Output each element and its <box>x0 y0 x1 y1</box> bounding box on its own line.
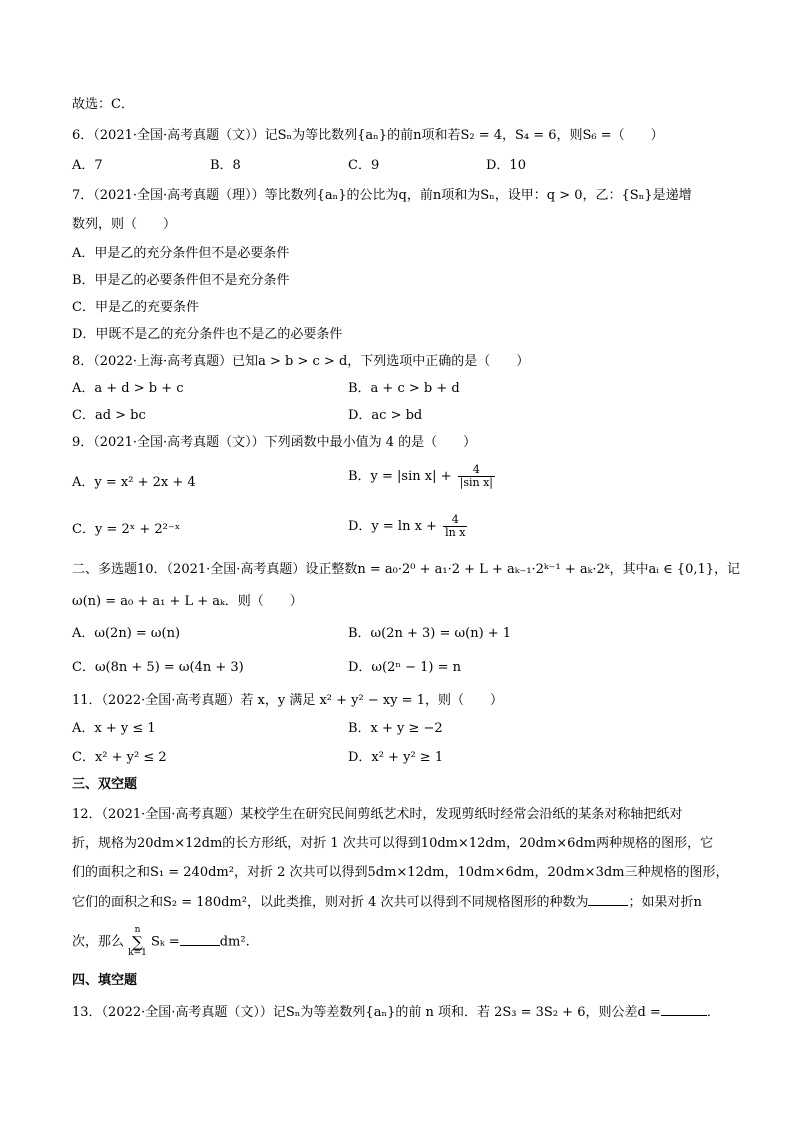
q8-option-d: D．ac > bd <box>348 408 423 423</box>
section-4-heading: 四、填空题 <box>72 973 138 988</box>
fraction-denominator: |sin x| <box>459 476 494 489</box>
q12-stem-4-text: 它们的面积之和S₂ = 180dm²，以此类推，则对折 4 次共可以得到不同规格图形的种数为 <box>72 895 589 910</box>
q12-unit: dm². <box>219 934 250 950</box>
q12-stem-3: 们的面积之和S₁ = 240dm²，对折 2 次共可以得到5dm×12dm，10dm×6dm，20dm×3dm三种规格的图形， <box>72 865 729 880</box>
q7-option-b: B．甲是乙的必要条件但不是充分条件 <box>72 273 290 288</box>
q12-stem-1: 12．（2021·全国·高考真题）某校学生在研究民间剪纸艺术时，发现剪纸时经常会沿纸的某条对称轴把纸对 <box>72 807 683 822</box>
q8-option-c: C．ad > bc <box>72 408 146 423</box>
q11-stem: 11．（2022·全国·高考真题）若 x，y 满足 x² + y² − xy = 1，则（ ） <box>72 693 503 708</box>
fraction-numerator: 4 <box>458 464 495 477</box>
section-3-heading: 三、双空题 <box>72 777 138 792</box>
q12-stem-4 <box>72 893 702 912</box>
q13-stem-text: 13．（2022·全国·高考真题（文））记Sₙ为等差数列{aₙ}的前 n 项和．若 2S₃ = 3S₂ + 6，则公差d = <box>72 1005 661 1020</box>
q9-option-d <box>348 514 467 539</box>
q9-option-b-text: B．y = |sin x| + <box>348 469 452 484</box>
q7-stem-1: 7．（2021·全国·高考真题（理））等比数列{aₙ}的公比为q，前n项和为Sₙ，设甲：q > 0，乙：{Sₙ}是递增 <box>72 188 692 203</box>
q6-option-d: D．10 <box>486 158 526 173</box>
q6-stem: 6．（2021·全国·高考真题（文））记Sₙ为等比数列{aₙ}的前n项和若S₂ = 4，S₄ = 6，则S₆ =（ ） <box>72 128 664 143</box>
q6-option-c: C．9 <box>348 158 380 173</box>
sum-lower-limit: k=1 <box>128 948 147 958</box>
q10-option-d: D．ω(2ⁿ − 1) = n <box>348 660 462 675</box>
q11-option-d: D．x² + y² ≥ 1 <box>348 750 444 765</box>
q12-stem-4-tail: ；如果对折n <box>628 895 702 910</box>
q9-option-b-fraction <box>458 464 495 489</box>
q7-option-c: C．甲是乙的充要条件 <box>72 300 199 315</box>
intro-line: 故选：C． <box>72 97 134 112</box>
q12-sum-term: Sₖ = <box>151 934 180 950</box>
fraction-denominator: ln x <box>445 526 466 539</box>
q7-option-d: D．甲既不是乙的充分条件也不是乙的必要条件 <box>72 327 343 342</box>
answer-blank <box>588 893 628 906</box>
q6-option-b: B．8 <box>210 158 241 173</box>
fraction-numerator: 4 <box>443 514 467 527</box>
sigma-glyph: ∑ <box>132 933 143 951</box>
q8-option-a: A．a + d > b + c <box>72 381 184 396</box>
q10-option-a: A．ω(2n) = ω(n) <box>72 626 181 641</box>
q9-option-d-fraction <box>443 514 467 539</box>
q13-stem <box>72 1003 720 1022</box>
q8-stem: 8．（2022·上海·高考真题）已知a > b > c > d，下列选项中正确的是（ ） <box>72 354 530 369</box>
q10-stem-2: ω(n) = a₀ + a₁ + L + aₖ．则（ ） <box>72 594 303 609</box>
answer-blank <box>661 1003 707 1016</box>
q7-option-a: A．甲是乙的充分条件但不是必要条件 <box>72 246 290 261</box>
q9-option-b <box>348 464 495 489</box>
sec2-q10-stem-1: 二、多选题10．（2021·全国·高考真题）设正整数n = a₀·2⁰ + a₁·2 + L + aₖ₋₁·2ᵏ⁻¹ + aₖ·2ᵏ，其中aᵢ ∈ {0,1}，记 <box>72 562 741 577</box>
q9-stem: 9．（2021·全国·高考真题（文））下列函数中最小值为 4 的是（ ） <box>72 435 477 450</box>
q9-option-d-text: D．y = ln x + <box>348 519 437 534</box>
q11-option-b: B．x + y ≥ −2 <box>348 721 443 736</box>
q9-option-a: A．y = x² + 2x + 4 <box>72 475 196 490</box>
answer-blank <box>180 933 220 946</box>
q10-option-c: C．ω(8n + 5) = ω(4n + 3) <box>72 660 244 675</box>
q12-stem-2: 折，规格为20dm×12dm的长方形纸，对折 1 次共可以得到10dm×12dm，20dm×6dm两种规格的图形，它 <box>72 836 714 851</box>
q10-option-b: B．ω(2n + 3) = ω(n) + 1 <box>348 626 512 641</box>
q13-stem-tail: ． <box>706 1005 720 1020</box>
q8-option-b: B．a + c > b + d <box>348 381 460 396</box>
sum-upper-limit: n <box>134 925 141 935</box>
summation-symbol <box>128 926 147 958</box>
q11-option-a: A．x + y ≤ 1 <box>72 721 156 736</box>
q6-option-a: A．7 <box>72 158 103 173</box>
q9-option-c: C．y = 2ˣ + 2²⁻ˣ <box>72 522 181 537</box>
q11-option-c: C．x² + y² ≤ 2 <box>72 750 167 765</box>
q12-stem-5 <box>72 926 250 958</box>
q7-stem-2: 数列，则（ ） <box>72 217 177 232</box>
q12-stem-5-text: 次，那么 <box>72 934 125 950</box>
